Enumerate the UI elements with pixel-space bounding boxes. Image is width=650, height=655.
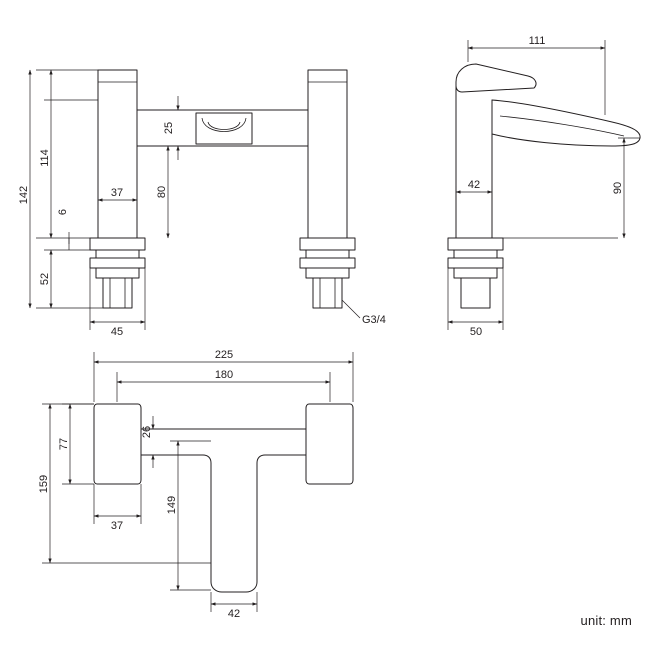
top-plan-geometry: [94, 404, 353, 592]
dim-front-6: 6: [57, 208, 69, 216]
dim-front-37: 37: [110, 187, 124, 199]
dim-top-180: 180: [214, 369, 234, 381]
dim-top-149: 149: [166, 495, 178, 515]
dim-top-37: 37: [110, 520, 124, 532]
dim-top-42: 42: [227, 608, 241, 620]
dim-front-142: 142: [18, 185, 30, 205]
side-elevation-dimensions: [448, 35, 640, 338]
dim-front-45: 45: [110, 326, 124, 338]
dim-front-thread: G3/4: [362, 314, 386, 326]
dim-top-159: 159: [38, 474, 50, 494]
dim-front-114: 114: [39, 149, 51, 167]
dim-side-90: 90: [612, 181, 624, 195]
dim-side-42: 42: [467, 179, 481, 191]
dim-top-77: 77: [58, 437, 70, 451]
dim-front-80: 80: [156, 185, 168, 199]
dim-front-25: 25: [163, 121, 175, 135]
front-elevation-geometry: [90, 70, 355, 308]
dim-side-111: 111: [528, 35, 546, 47]
top-plan-dimensions: [38, 349, 353, 620]
unit-note: unit: mm: [580, 613, 632, 628]
dim-top-26: 26: [141, 425, 153, 439]
dim-front-52: 52: [39, 272, 51, 286]
dim-top-225: 225: [214, 349, 234, 361]
dim-side-50: 50: [469, 326, 483, 338]
